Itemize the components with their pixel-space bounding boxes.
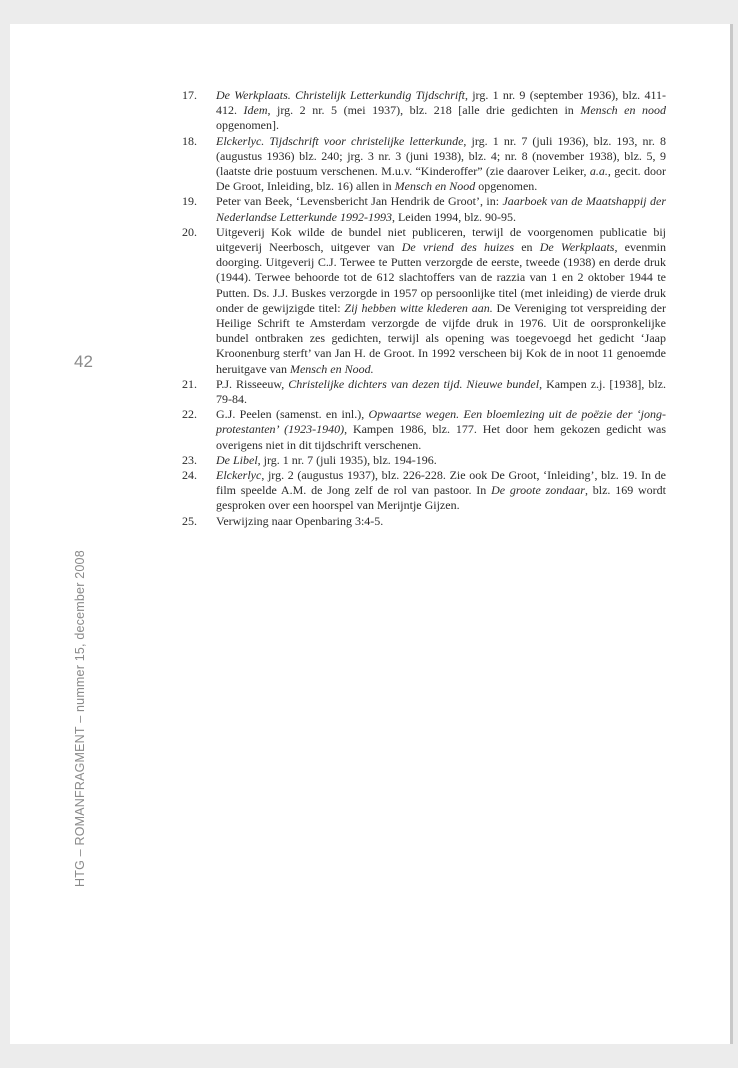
endnote-text-run: , Kampen 1986, blz. 177. Het door hem gekozen gedicht was overigens niet in dit tijdschrift verschenen.	[216, 422, 666, 452]
endnote	[182, 453, 666, 468]
endnote-number: 21.	[182, 376, 197, 391]
endnote-title: De vriend des huizes	[401, 240, 514, 255]
endnote-title: De groote zondaar	[491, 483, 585, 498]
endnote-title: Zij hebben witte klederen aan.	[344, 300, 493, 315]
endnote-text	[216, 407, 666, 451]
endnote	[182, 377, 666, 407]
endnote	[182, 407, 666, 453]
endnote-title: Mensch en Nood.	[289, 361, 374, 376]
endnote-text-run: Uitgeverij Kok wilde de bundel niet publiceren, terwijl de voorgenomen publicatie bij uitgeverij Neerbosch, uitgever van	[216, 224, 666, 255]
endnote-text-run: G.J. Peelen (samenst. en inl.),	[216, 407, 369, 422]
endnotes-list	[182, 88, 666, 529]
endnote-number: 24.	[182, 468, 197, 483]
endnote-text-run: opgenomen.	[475, 179, 538, 194]
endnote-text	[216, 134, 666, 194]
endnote-title: a.a.	[589, 164, 608, 179]
endnote-text-run: , gecit. door De Groot, Inleiding, blz. 16) allen in	[216, 164, 666, 194]
endnote-title: Elckerlyc. Tijdschrift voor christelijke letterkunde	[216, 133, 464, 148]
endnote-text	[216, 194, 666, 223]
endnote-text-run: opgenomen].	[216, 118, 279, 133]
endnote-number: 23.	[182, 452, 197, 467]
endnote-text-run: , jrg. 1 nr. 7 (juli 1936), blz. 193, nr. 8 (augustus 1936) blz. 240; jrg. 3 nr. 3 (juni 1938), blz. 4; nr. 8 (november 1938), blz. 5, 9 (laatste drie postuum verschenen. M.u.v. “Kinderoffer” (zie daarover Leiker,	[216, 133, 667, 179]
endnote	[182, 88, 666, 134]
endnote-text	[216, 377, 666, 406]
endnote-title: Jaarboek van de Maatshappij der Nederlandse Letterkunde 1992-1993	[216, 194, 666, 224]
endnote-number: 17.	[182, 88, 197, 102]
endnote-text-run: , jrg. 1 nr. 9 (september 1936), blz. 411-412.	[216, 88, 666, 118]
endnote-text-run: en	[514, 240, 540, 255]
endnote-number: 18.	[182, 133, 197, 148]
endnote-text-run: , jrg. 1 nr. 7 (juli 1935), blz. 194-196.	[257, 452, 437, 467]
endnote-text-run: Verwijzing naar Openbaring 3:4-5.	[216, 513, 384, 528]
endnote-number: 20.	[182, 224, 197, 239]
endnote	[182, 194, 666, 224]
endnote	[182, 225, 666, 377]
endnote-title: Christelijke dichters van dezen tijd. Nieuwe bundel	[288, 376, 540, 391]
endnote-text-run: , Leiden 1994, blz. 90-95.	[391, 209, 516, 224]
page-number: 42	[74, 352, 93, 371]
endnote-text-run: Peter van Beek, ‘Levensbericht Jan Hendrik de Groot’, in:	[216, 194, 503, 209]
endnote-text	[216, 468, 666, 512]
endnote-text	[216, 514, 383, 528]
endnote	[182, 468, 666, 514]
endnote-title: Mensch en nood	[580, 103, 667, 118]
endnote-text-run: , jrg. 2 nr. 5 (mei 1937), blz. 218 [alle drie gedichten in	[267, 103, 581, 118]
page-edge	[730, 24, 733, 1044]
endnote-text-run: , jrg. 2 (augustus 1937), blz. 226-228. Zie ook De Groot, ‘Inleiding’, blz. 19. In de film speelde A.M. de Jong zelf de rol van pastoor. In	[216, 468, 666, 498]
endnote-text-run: , blz. 169 wordt gesproken over een hoorspel van Merijntje Gijzen.	[216, 483, 667, 513]
endnote-text	[216, 453, 437, 467]
endnote-title: Elckerlyc	[216, 468, 262, 483]
endnote-text-run: P.J. Risseeuw,	[216, 376, 289, 391]
endnote-text-run: De Vereniging tot verspreiding der Heilige Schrift te Amsterdam verzorgde de vijfde druk in 1976. Uit de oorspronkelijke bundel ontbraken zes gedichten, terwijl als opening was toegevoegd het gedicht ‘Jaap Kroonenburg sterft’ van Jan H. de Groot. In 1992 verscheen bij Kok de in noot 11 genoemde heruitgave van	[216, 300, 666, 376]
endnote-title: Mensch en Nood	[394, 179, 476, 194]
endnote-text-run: , evenmin doorging. Uitgeverij C.J. Terwee te Putten verzorgde de eerste, tweede (1938) en derde druk (1944). Terwee behoorde tot de 612 slachtoffers van de razzia van 1 en 2 oktober 1944 te Putten. Ds. J.J. Buskes verzorgde in 1957 op persoonlijke titel (met inleiding) de vierde druk onder de gewijzigde titel:	[216, 240, 667, 315]
running-head: HTG – ROMANFRAGMENT – nummer 15, december 2008	[73, 550, 87, 887]
endnote-number: 19.	[182, 194, 197, 209]
endnote-title: De Werkplaats. Christelijk Letterkundig Tijdschrift	[216, 88, 465, 102]
endnote-text	[216, 225, 666, 376]
endnote	[182, 514, 666, 529]
endnote-title: Opwaartse wegen. Een bloemlezing uit de poëzie der ‘jong-protestanten’ (1923-1940)	[216, 407, 667, 437]
endnote-number: 22.	[182, 407, 197, 422]
endnote-text-run: , Kampen z.j. [1938], blz. 79-84.	[216, 376, 666, 407]
endnote	[182, 134, 666, 195]
endnote-text	[216, 88, 666, 132]
endnote-number: 25.	[182, 513, 197, 528]
endnote-title: Idem	[243, 103, 268, 118]
endnote-title: De Werkplaats	[539, 240, 615, 255]
endnote-title: De Libel	[216, 452, 258, 467]
